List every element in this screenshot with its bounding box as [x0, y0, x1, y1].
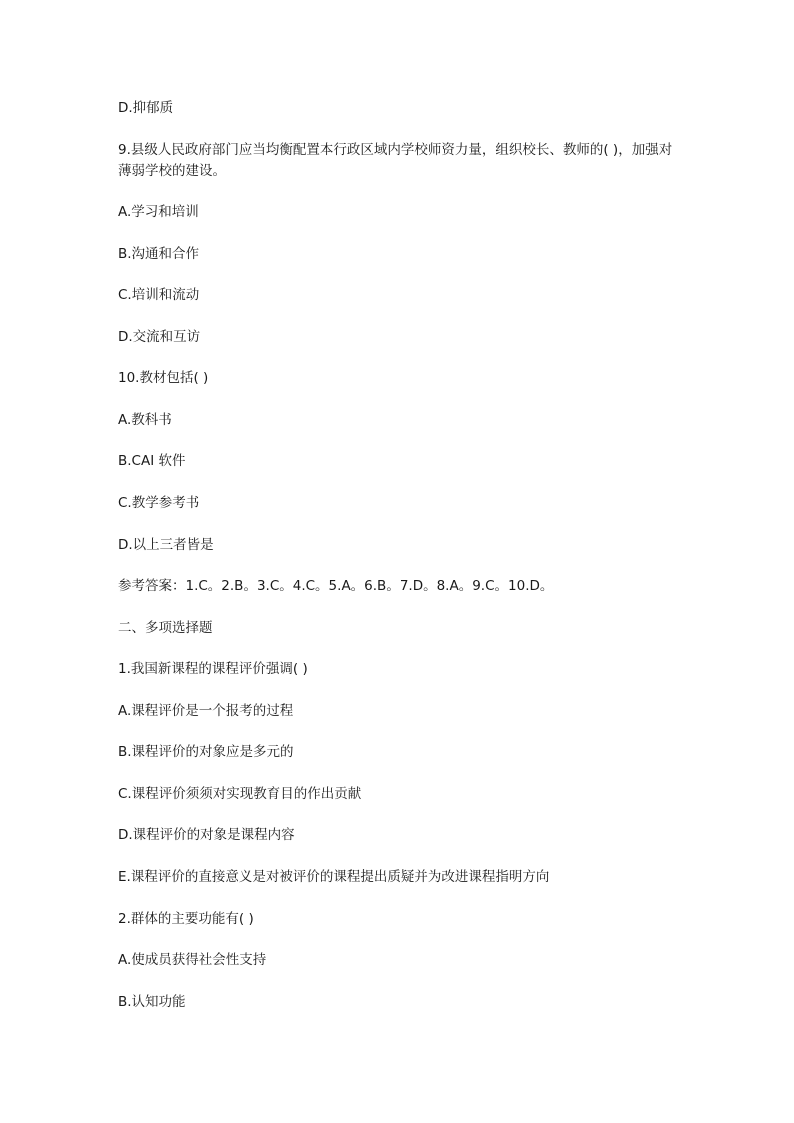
- multi-question-2: 2.群体的主要功能有( ): [118, 911, 254, 927]
- multi-option-1d: D.课程评价的对象是课程内容: [118, 827, 295, 843]
- option-9b: B.沟通和合作: [118, 246, 200, 262]
- option-10a: A.教科书: [118, 412, 172, 428]
- option-9a: A.学习和培训: [118, 204, 199, 220]
- option-9d: D.交流和互访: [118, 329, 201, 345]
- multi-option-2a: A.使成员获得社会性支持: [118, 952, 267, 968]
- question-10: 10.教材包括( ): [118, 370, 209, 386]
- multi-option-1c: C.课程评价须须对实现教育目的作出贡献: [118, 786, 362, 802]
- multi-question-1: 1.我国新课程的课程评价强调( ): [118, 661, 308, 677]
- multi-option-1a: A.课程评价是一个报考的过程: [118, 703, 294, 719]
- answer-key: 参考答案：1.C。2.B。3.C。4.C。5.A。6.B。7.D。8.A。9.C。10.D。: [118, 578, 554, 594]
- multi-option-1e: E.课程评价的直接意义是对被评价的课程提出质疑并为改进课程指明方向: [118, 869, 550, 885]
- multi-option-1b: B.课程评价的对象应是多元的: [118, 744, 294, 760]
- option-8d: D.抑郁质: [118, 100, 174, 116]
- option-10b: B.CAI 软件: [118, 453, 186, 469]
- option-10c: C.教学参考书: [118, 495, 200, 511]
- option-10d: D.以上三者皆是: [118, 537, 214, 553]
- section-heading: 二、多项选择题: [118, 620, 213, 636]
- multi-option-2b: B.认知功能: [118, 994, 186, 1010]
- option-9c: C.培训和流动: [118, 287, 200, 303]
- question-9: 9.县级人民政府部门应当均衡配置本行政区域内学校师资力量，组织校长、教师的( )，加强对薄弱学校的建设。: [118, 142, 673, 179]
